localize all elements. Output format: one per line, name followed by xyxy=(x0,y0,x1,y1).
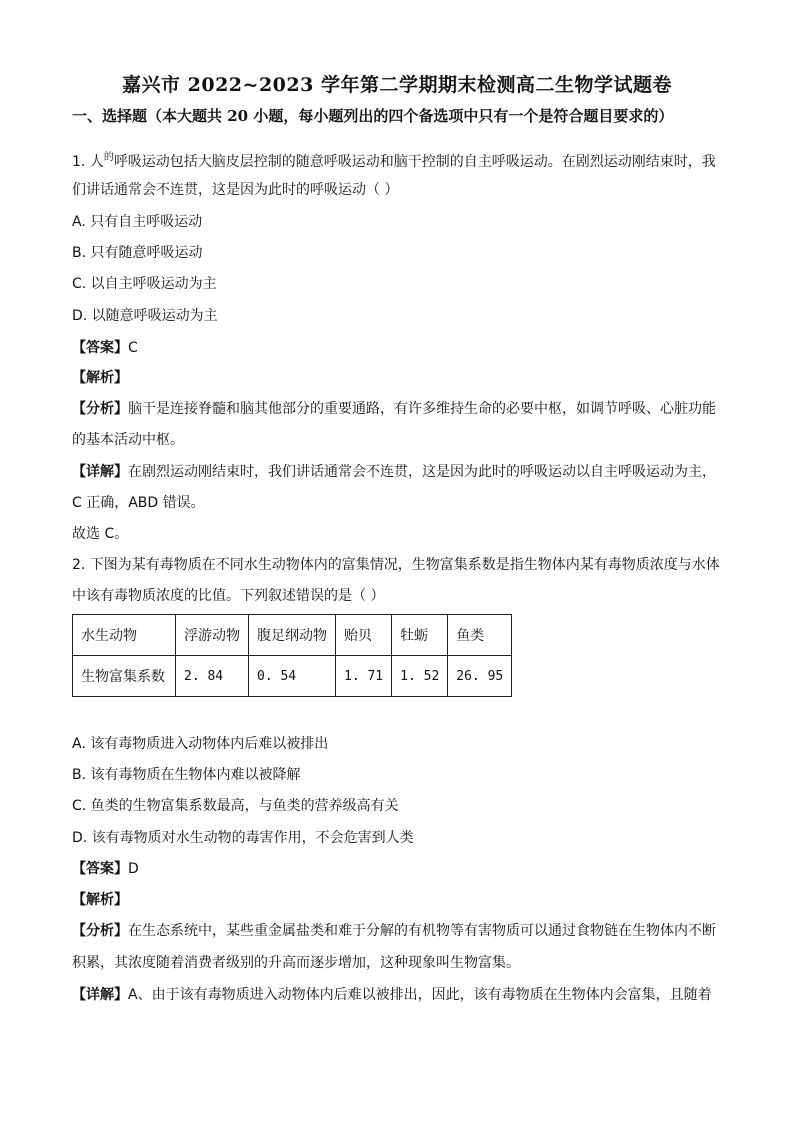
answer-value: D xyxy=(128,861,139,877)
table-cell: 26. 95 xyxy=(448,656,512,697)
table-header-row xyxy=(73,615,512,656)
question-1-fenxi-line-2: 的基本活动中枢。 xyxy=(72,432,184,448)
question-1-option-c: C. 以自主呼吸运动为主 xyxy=(72,276,217,292)
question-1-option-b: B. 只有随意呼吸运动 xyxy=(72,245,203,261)
xiangjie-tag: 【详解】 xyxy=(72,987,128,1003)
question-1-stem-text: 呼吸运动包括大脑皮层控制的随意呼吸运动和脑干控制的自主呼吸运动。在剧烈运动刚结束时，我 xyxy=(113,154,716,170)
question-1-option-d: D. 以随意呼吸运动为主 xyxy=(72,308,218,324)
section-heading: 一、选择题（本大题共 20 小题，每小题列出的四个备选项中只有一个是符合题目要求的） xyxy=(72,107,674,125)
question-1-answer xyxy=(72,338,732,358)
question-1-xiangjie-line-2: C 正确，ABD 错误。 xyxy=(72,495,205,511)
answer-tag: 【答案】 xyxy=(72,861,128,877)
question-1-stem-line-2: 们讲话通常会不连贯，这是因为此时的呼吸运动（ ） xyxy=(72,182,399,198)
superscript-char: 的 xyxy=(103,152,114,163)
question-1-analysis-heading: 【解析】 xyxy=(72,370,128,386)
table-cell: 生物富集系数 xyxy=(73,656,176,697)
answer-value: C xyxy=(128,340,138,356)
question-2-option-a: A. 该有毒物质进入动物体内后难以被排出 xyxy=(72,736,329,752)
table-cell: 1. 71 xyxy=(336,656,392,697)
question-2-fenxi-line-2: 积累，其浓度随着消费者级别的升高而逐步增加，这种现象叫生物富集。 xyxy=(72,955,520,971)
fenxi-text: 脑干是连接脊髓和脑其他部分的重要通路，有许多维持生命的必要中枢，如调节呼吸、心脏功能 xyxy=(128,401,716,417)
table-cell: 0. 54 xyxy=(249,656,336,697)
table-row xyxy=(73,656,512,697)
question-2-fenxi-line-1 xyxy=(72,921,732,941)
question-2-option-b: B. 该有毒物质在生物体内难以被降解 xyxy=(72,767,301,783)
fenxi-text: 在生态系统中，某些重金属盐类和难于分解的有机物等有害物质可以通过食物链在生物体内不断 xyxy=(128,923,716,939)
question-2-answer xyxy=(72,859,732,879)
table-cell: 贻贝 xyxy=(336,615,392,656)
question-2-analysis-heading: 【解析】 xyxy=(72,892,128,908)
table-cell: 腹足纲动物 xyxy=(249,615,336,656)
table-cell: 牡蛎 xyxy=(392,615,448,656)
fenxi-tag: 【分析】 xyxy=(72,401,128,417)
question-2-option-c: C. 鱼类的生物富集系数最高，与鱼类的营养级高有关 xyxy=(72,798,399,814)
table-cell: 水生动物 xyxy=(73,615,176,656)
question-2-option-d: D. 该有毒物质对水生动物的毒害作用，不会危害到人类 xyxy=(72,830,414,846)
question-2-stem-line-1: 2. 下图为某有毒物质在不同水生动物体内的富集情况，生物富集系数是指生物体内某有毒物质浓度与水体 xyxy=(72,557,720,573)
question-1-xiangjie-line-1 xyxy=(72,462,732,482)
question-1-number: 1. 人 xyxy=(72,154,104,170)
question-2-stem-line-2: 中该有毒物质浓度的比值。下列叙述错误的是（ ） xyxy=(72,588,385,604)
xiangjie-text: 在剧烈运动刚结束时，我们讲话通常会不连贯，这是因为此时的呼吸运动以自主呼吸运动为主， xyxy=(128,464,716,480)
answer-tag: 【答案】 xyxy=(72,340,128,356)
page-title: 嘉兴市 2022~2023 学年第二学期期末检测高二生物学试题卷 xyxy=(122,74,672,96)
xiangjie-tag: 【详解】 xyxy=(72,464,128,480)
bioaccumulation-table xyxy=(72,614,512,697)
question-1-conclusion: 故选 C。 xyxy=(72,526,129,542)
question-1-fenxi-line-1 xyxy=(72,399,732,419)
question-1-option-a: A. 只有自主呼吸运动 xyxy=(72,214,203,230)
question-1-stem-line-1 xyxy=(72,148,732,172)
fenxi-tag: 【分析】 xyxy=(72,923,128,939)
table-cell: 1. 52 xyxy=(392,656,448,697)
table-cell: 鱼类 xyxy=(448,615,512,656)
table-cell: 浮游动物 xyxy=(176,615,249,656)
table-cell: 2. 84 xyxy=(176,656,249,697)
xiangjie-text: A、由于该有毒物质进入动物体内后难以被排出，因此，该有毒物质在生物体内会富集，且随着 xyxy=(128,987,712,1003)
question-2-xiangjie-line-1 xyxy=(72,985,732,1005)
